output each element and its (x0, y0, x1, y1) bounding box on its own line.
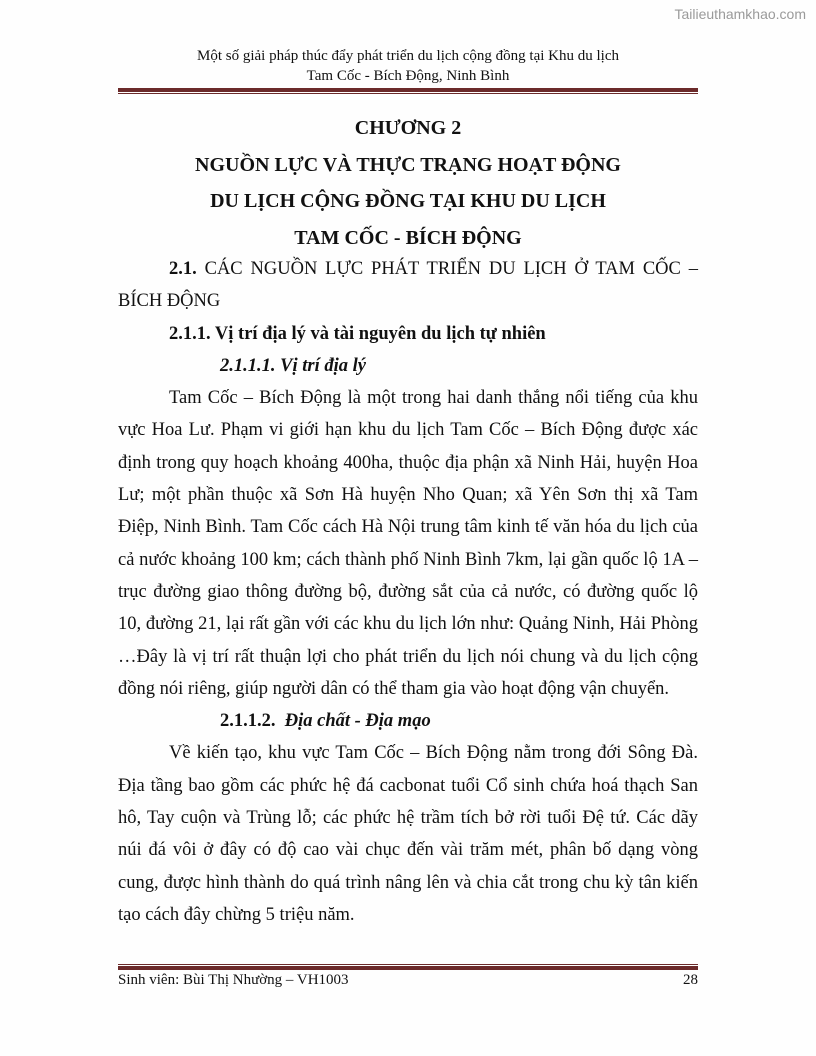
section-2-1-heading: 2.1. CÁC NGUỒN LỰC PHÁT TRIỂN DU LỊCH Ở TAM CỐC – BÍCH ĐỘNG (118, 259, 698, 312)
header-line-2: Tam Cốc - Bích Động, Ninh Bình (306, 68, 510, 84)
running-header (118, 46, 698, 86)
footer-student: Sinh viên: Bùi Thị Nhường – VH1003 (118, 972, 349, 988)
body-text (118, 253, 698, 931)
section-2-1-1-2-heading: 2.1.1.2. Địa chất - Địa mạo (220, 711, 431, 732)
chapter-heading (118, 110, 698, 256)
page-number: 28 (683, 972, 698, 988)
footer-rule (118, 963, 698, 970)
chapter-title-2: DU LỊCH CỘNG ĐỒNG TẠI KHU DU LỊCH (210, 190, 606, 212)
section-2-1-1-heading: 2.1.1. Vị trí địa lý và tài nguyên du lịch tự nhiên (169, 323, 546, 344)
header-rule (118, 88, 698, 95)
header-line-1: Một số giải pháp thúc đẩy phát triển du lịch cộng đồng tại Khu du lịch (196, 48, 619, 64)
paragraph-location: Tam Cốc – Bích Động là một trong hai danh thắng nổi tiếng của khu vực Hoa Lư. Phạm vi giới hạn khu du lịch Tam Cốc – Bích Động được xác định trong quy hoạch khoảng 400ha, thuộc địa phận xã Ninh Hải, huyện Hoa Lư; một phần thuộc xã Sơn Hà huyện Nho Quan; xã Yên Sơn thị xã Tam Điệp, Ninh Bình. Tam Cốc cách Hà Nội trung tâm kinh tế văn hóa du lịch của cả nước khoảng 100 km; cách thành phố Ninh Bình 7km, lại gần quốc lộ 1A – trục đường giao thông đường bộ, đường sắt của cả nước, có đường quốc lộ 10, đường 21, lại rất gần với các khu du lịch lớn như: Quảng Ninh, Hải Phòng …Đây là vị trí rất thuận lợi cho phát triển du lịch nói chung và du lịch cộng đồng nói riêng, giúp người dân có thể tham gia vào hoạt động vận chuyển. (118, 388, 698, 699)
paragraph-geology: Về kiến tạo, khu vực Tam Cốc – Bích Động nằm trong đới Sông Đà. Địa tầng bao gồm các phức hệ đá cacbonat tuổi Cổ sinh chứa hoá thạch San hô, Tay cuộn và Trùng lỗ; các phức hệ trầm tích bở rời tuổi Đệ tứ. Các dãy núi đá vôi ở đây có độ cao vài chục đến vài trăm mét, phân bố dạng vòng cung, được hình thành do quá trình nâng lên và chia cắt trong chu kỳ tân kiến tạo cách đây chừng 5 triệu năm. (118, 743, 698, 925)
page-footer (118, 972, 698, 989)
chapter-number: CHƯƠNG 2 (354, 117, 462, 139)
watermark: Tailieuthamkhao.com (674, 6, 806, 22)
section-2-1-1-1-heading: 2.1.1.1. Vị trí địa lý (220, 355, 366, 376)
chapter-title-1: NGUỒN LỰC VÀ THỰC TRẠNG HOẠT ĐỘNG (195, 153, 621, 176)
chapter-title-3: TAM CỐC - BÍCH ĐỘNG (294, 226, 522, 249)
